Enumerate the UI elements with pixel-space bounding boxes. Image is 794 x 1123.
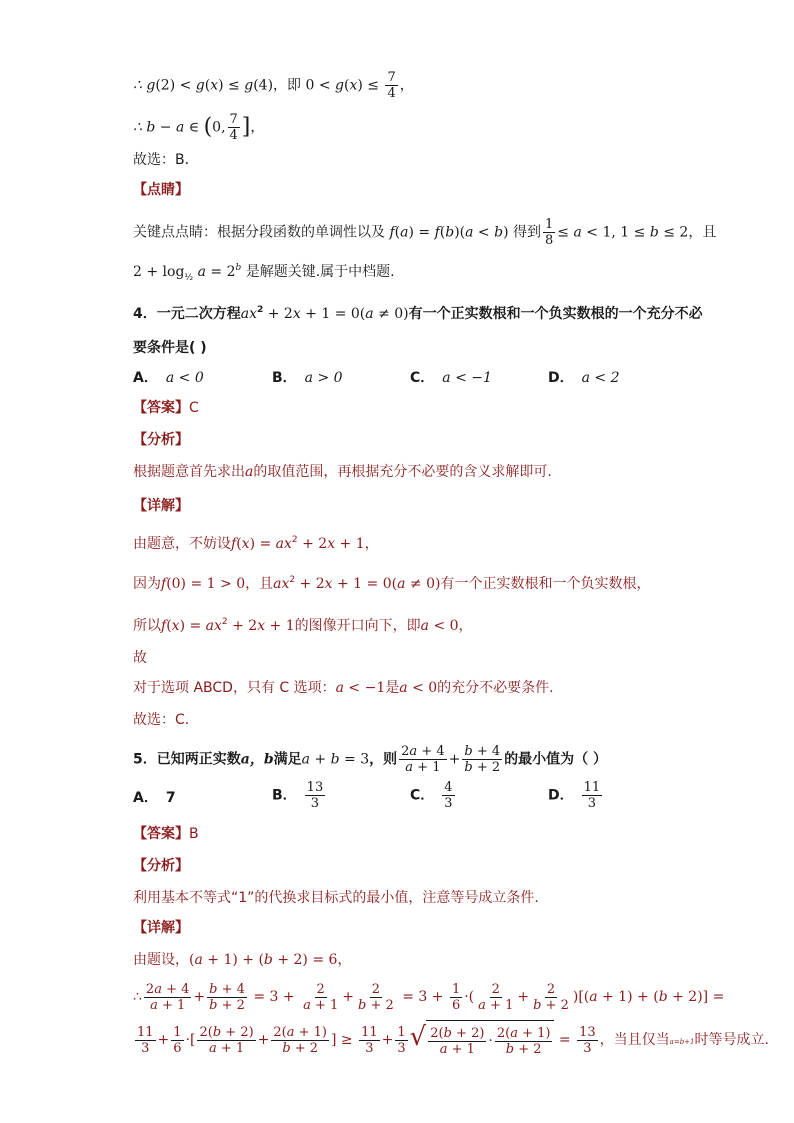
q4-detail-3: 所以$f(x) = ax^2 + 2x + 1$的图像开口向下，即a < 0， [133, 617, 473, 634]
dianjing-heading: 【点睛】 [133, 182, 189, 198]
q5-stem: 5．已知两正实数a，b满足a + b = 3，则 $\frac{2a + 4}{a + 1}$ + $\frac{b + 4}{b + 2}$ 的最小值为（ ） [133, 744, 607, 775]
q5-detail-3: $\frac{11}{3}$ + $\frac{1}{6}$ ·[ $\frac{2(b + 2)}{a + 1}$ + $\frac{2(a + 1)}{b + 2}$ ] ≥ $\frac{11}{3}$ + $\frac{1}{3}$ √ $\frac{2(b + 2)}{a + 1}$ · $\frac{2(a + 1)}{b + 2}$ = $\frac{13}{3}$ ，当且仅当a=b+1时等号成立. [133, 1020, 769, 1061]
q4-detail-5: 对于选项 ABCD，只有 C 选项：a < −1是a < 0的充分不必要条件. [133, 680, 554, 696]
prev-line-1: ∴ g(2) < g(x) ≤ g(4)，即 0 < g(x) ≤ $\frac{7}{4}$ ， [133, 70, 414, 101]
prev-line-3: 故选：B． [133, 152, 199, 168]
q5-detail-heading: 【详解】 [133, 920, 189, 936]
q5-answer: 【答案】B [133, 826, 199, 842]
dianjing-text: 关键点点睛：根据分段函数的单调性以及 f(a) = f(b)(a < b) 得到 $\frac{1}{8}$ ≤ a < 1, 1 ≤ b ≤ 2，且 [133, 217, 717, 248]
q4-option-c[interactable]: C． a < −1 [410, 370, 492, 386]
q4-detail-1: 由题意，不妨设$f(x) = ax^2 + 2x + 1$， [133, 535, 379, 552]
q4-analysis-heading: 【分析】 [133, 432, 189, 448]
q5-option-d[interactable]: D． $\frac{11}{3}$ [548, 780, 601, 811]
q5-analysis: 利用基本不等式“1”的代换求目标式的最小值，注意等号成立条件. [133, 890, 539, 906]
q4-detail-4: 故 [133, 650, 147, 666]
q5-option-b[interactable]: B． $\frac{13}{3}$ [272, 780, 324, 811]
q4-detail-6: 故选：C. [133, 712, 190, 728]
prev-line-2: ∴ b − a ∈ (0, $\frac{7}{4}$ ]， [133, 112, 265, 143]
q4-stem-line-2: 要条件是( ) [133, 340, 207, 356]
q5-analysis-heading: 【分析】 [133, 858, 189, 874]
q4-analysis: 根据题意首先求出a的取值范围，再根据充分不必要的含义求解即可. [133, 464, 552, 480]
dianjing-line-2: $2 + \log_{\frac{1}{2}} a = 2^b$ 是解题关键.属于中档题. [133, 263, 395, 283]
q5-option-a[interactable]: A． 7 [133, 790, 176, 806]
q4-stem: 4．一元二次方程$ax^2 + 2x + 1 = 0(a \ne 0)$有一个正实数根和一个负实数根的一个充分不必 [133, 305, 703, 322]
q5-detail-2: ∴ $\frac{2a + 4}{a + 1}$ + $\frac{b + 4}{b + 2}$ = 3 + $\frac{2}{a + 1}$ + $\frac{2}{b + 2}$ = 3 + $\frac{1}{6}$ ·( $\frac{2}{a + 1}$ + $\frac{2}{b + 2}$ )[(a + 1) + (b + 2)] = [133, 981, 725, 1013]
q4-option-b[interactable]: B． a > 0 [272, 370, 343, 386]
q4-option-d[interactable]: D． a < 2 [548, 370, 620, 386]
q5-option-c[interactable]: C． $\frac{4}{3}$ [410, 780, 453, 811]
q4-answer: 【答案】C [133, 400, 199, 416]
q4-detail-2: 因为f(0) = 1 > 0，且$ax^2 + 2x + 1 = 0(a \ne 0)$有一个正实数根和一个负实数根， [133, 575, 651, 592]
q4-option-a[interactable]: A． a < 0 [133, 370, 204, 386]
q5-detail-1: 由题设，(a + 1) + (b + 2) = 6， [133, 952, 352, 968]
q4-detail-heading: 【详解】 [133, 498, 189, 514]
